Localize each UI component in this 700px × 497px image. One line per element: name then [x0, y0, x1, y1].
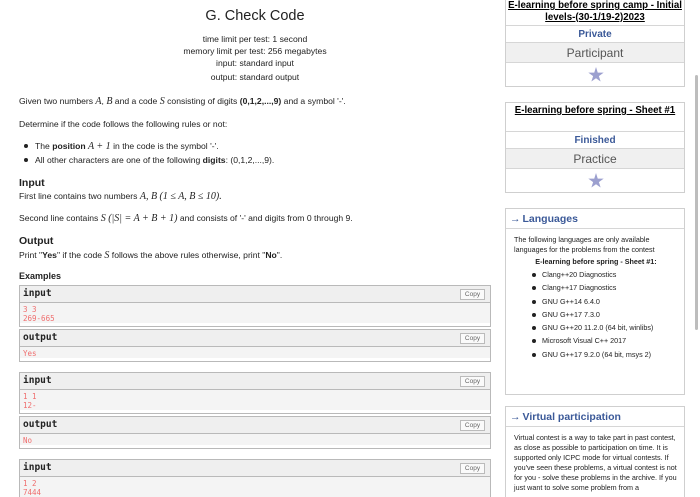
time-limit: time limit per test: 1 second	[202, 34, 308, 44]
sample-line: 12-	[23, 401, 37, 410]
language-item: GNU G++17 9.2.0 (64 bit, msys 2)	[514, 350, 678, 360]
sample-line: No	[23, 436, 33, 445]
rule-item-2: All other characters are one of the following digits: (0,1,2,...,9).	[24, 155, 274, 165]
language-item: GNU G++17 7.3.0	[514, 310, 678, 320]
languages-heading: → Languages	[506, 209, 684, 229]
sample-line: 1 2	[23, 479, 37, 488]
memory-limit: memory limit per test: 256 megabytes	[183, 46, 327, 56]
languages-box	[505, 208, 685, 395]
virtual-participation-text: Virtual contest is a way to take part in past contest, as close as possible to participation on time. It is supported only ICPC mode for virtual contests. If you've seen these problems, a virtual contest is not for you - solve these problems in the archive. If you just want to solve some problem from a	[514, 433, 677, 492]
contest-2-title-link[interactable]: E-learning before spring - Sheet #1	[514, 105, 676, 116]
star-icon[interactable]	[588, 173, 604, 189]
arrow-right-icon: →	[510, 213, 521, 225]
language-item: Microsoft Visual C++ 2017	[514, 336, 678, 346]
contest-1-role: Participant	[506, 42, 684, 62]
sample-line: 3 3	[23, 305, 37, 314]
sample-line: Yes	[23, 349, 37, 358]
contest-box-2	[505, 102, 685, 193]
sample-line: 269-665	[23, 314, 55, 323]
output-heading: Output	[19, 235, 54, 247]
languages-contest-name: E-learning before spring - Sheet #1:	[535, 257, 657, 266]
language-item: GNU G++20 11.2.0 (64 bit, winlibs)	[514, 323, 678, 333]
problem-title: G. Check Code	[205, 8, 305, 24]
language-item: GNU G++14 6.4.0	[514, 297, 678, 307]
input-label: input	[23, 375, 52, 386]
input-label: input	[23, 288, 52, 299]
copy-button[interactable]: Copy	[460, 463, 485, 474]
input-label: input	[23, 462, 52, 473]
output-description: Print "Yes" if the code S follows the above rules otherwise, print "No".	[19, 250, 283, 261]
scrollbar[interactable]	[695, 75, 698, 330]
copy-button[interactable]: Copy	[460, 289, 485, 300]
copy-button[interactable]: Copy	[460, 376, 485, 387]
input-line-2: Second line contains S (|S| = A + B + 1) and consists of '-' and digits from 0 through 9.	[19, 213, 353, 224]
languages-intro: The following languages are only available languages for the problems from the contest	[514, 235, 655, 254]
input-line-1: First line contains two numbers A, B (1 ≤ A, B ≤ 10).	[19, 191, 222, 202]
star-icon[interactable]	[588, 67, 604, 83]
contest-1-favourite[interactable]	[506, 62, 684, 86]
contest-2-favourite[interactable]	[506, 168, 684, 192]
sample-line: 7444	[23, 488, 42, 497]
language-item: Clang++20 Diagnostics	[514, 270, 678, 280]
contest-box-1	[505, 0, 685, 87]
output-label: output	[23, 332, 58, 343]
examples-heading: Examples	[19, 271, 62, 281]
sample-line: 1 1	[23, 392, 37, 401]
contest-1-status: Private	[506, 25, 684, 42]
legend-paragraph-1: Given two numbers A, B and a code S consisting of digits (0,1,2,...,9) and a symbol '-'.	[19, 96, 346, 107]
language-item: Clang++17 Diagnostics	[514, 283, 678, 293]
arrow-right-icon: →	[510, 411, 521, 423]
contest-1-title-link[interactable]: E-learning before spring camp - Initial levels-(30-1/19-2)2023	[508, 0, 682, 23]
input-file: input: standard input	[216, 58, 294, 68]
copy-button[interactable]: Copy	[460, 333, 485, 344]
legend-paragraph-2: Determine if the code follows the following rules or not:	[19, 119, 228, 129]
virtual-participation-box	[505, 406, 685, 497]
input-heading: Input	[19, 177, 45, 189]
rule-item-1: The position A + 1 in the code is the symbol '-'.	[24, 141, 219, 152]
output-file: output: standard output	[210, 72, 300, 82]
contest-2-status: Finished	[506, 131, 684, 148]
copy-button[interactable]: Copy	[460, 420, 485, 431]
contest-2-role: Practice	[506, 148, 684, 168]
output-label: output	[23, 419, 58, 430]
virtual-participation-heading: → Virtual participation	[506, 407, 684, 427]
